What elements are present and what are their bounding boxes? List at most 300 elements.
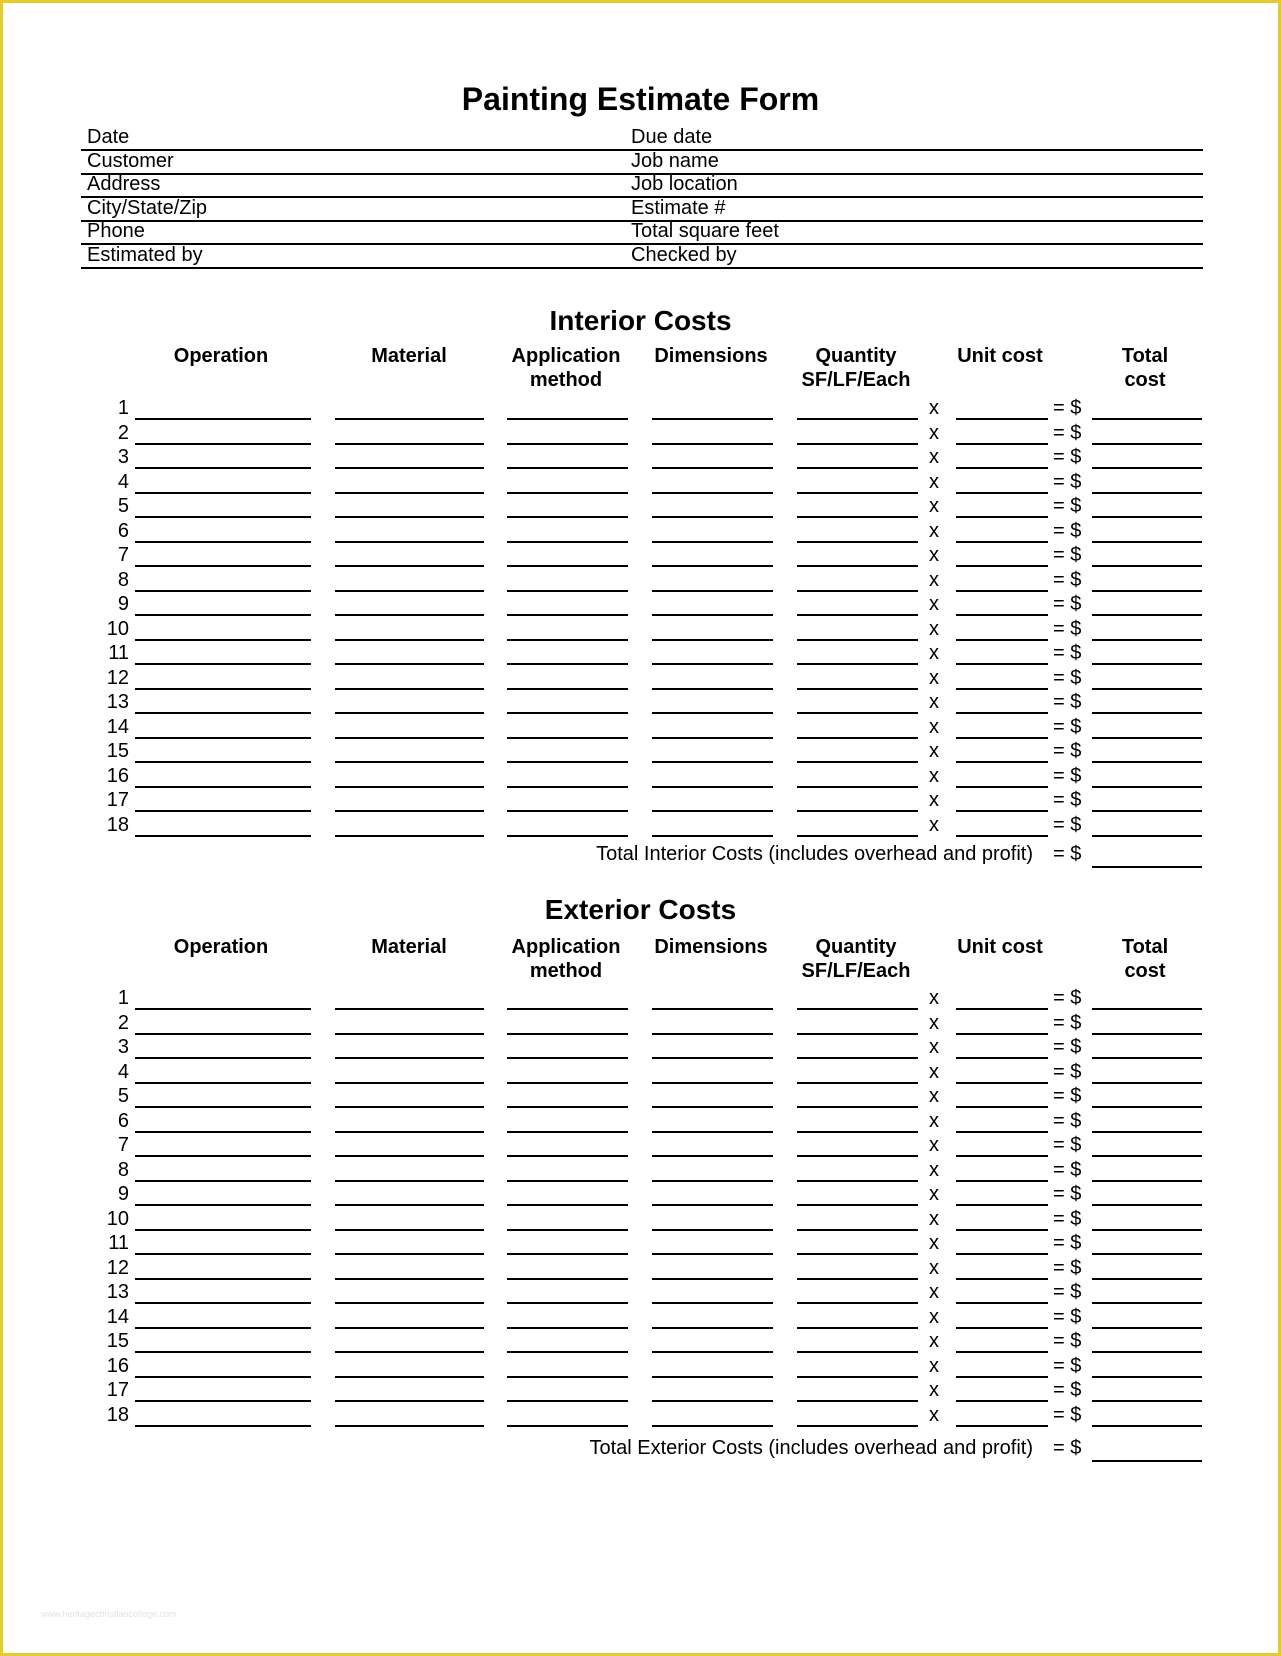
entry-line[interactable]: [1092, 1033, 1202, 1035]
entry-line[interactable]: [797, 1278, 918, 1280]
row-number: 5: [117, 495, 129, 517]
entry-line[interactable]: [335, 1229, 484, 1231]
entry-line[interactable]: [335, 786, 484, 788]
entry-line[interactable]: [652, 1082, 773, 1084]
entry-line[interactable]: [335, 1327, 484, 1329]
entry-line[interactable]: [956, 1425, 1048, 1427]
entry-line[interactable]: [1092, 541, 1202, 543]
entry-line[interactable]: [652, 565, 773, 567]
entry-line[interactable]: [652, 1278, 773, 1280]
entry-line[interactable]: [1092, 1180, 1202, 1182]
entry-line[interactable]: [797, 712, 918, 714]
entry-line[interactable]: [335, 1302, 484, 1304]
entry-line[interactable]: [652, 590, 773, 592]
entry-line[interactable]: [507, 810, 628, 812]
entry-line[interactable]: [652, 1327, 773, 1329]
entry-line[interactable]: [507, 1033, 628, 1035]
entry-line[interactable]: [1092, 663, 1202, 665]
entry-line[interactable]: [507, 663, 628, 665]
entry-line[interactable]: [1092, 1376, 1202, 1378]
entry-line[interactable]: [956, 1302, 1048, 1304]
entry-line[interactable]: [135, 1400, 311, 1402]
entry-line[interactable]: [1092, 810, 1202, 812]
entry-line[interactable]: [652, 1204, 773, 1206]
entry-line[interactable]: [797, 761, 918, 763]
entry-line[interactable]: [335, 541, 484, 543]
entry-line[interactable]: [335, 639, 484, 641]
entry-line[interactable]: [335, 761, 484, 763]
entry-line[interactable]: [1092, 1131, 1202, 1133]
entry-line[interactable]: [507, 1008, 628, 1010]
entry-line[interactable]: [135, 1351, 311, 1353]
entry-line[interactable]: [956, 418, 1048, 420]
entry-line[interactable]: [335, 1008, 484, 1010]
entry-line[interactable]: [1092, 786, 1202, 788]
entry-line[interactable]: [1092, 835, 1202, 837]
entry-line[interactable]: [135, 1082, 311, 1084]
column-header: Material: [371, 345, 447, 367]
entry-line[interactable]: [797, 1229, 918, 1231]
info-row[interactable]: [81, 219, 1203, 245]
entry-line[interactable]: [507, 786, 628, 788]
section-total-label: Total Interior Costs (includes overhead and profit): [596, 843, 1033, 865]
entry-line[interactable]: [797, 1302, 918, 1304]
entry-line[interactable]: [652, 663, 773, 665]
entry-line[interactable]: [956, 1351, 1048, 1353]
entry-line[interactable]: [335, 1082, 484, 1084]
equals-dollar-sign: = $: [1053, 446, 1082, 468]
entry-line[interactable]: [956, 1327, 1048, 1329]
entry-line[interactable]: [507, 639, 628, 641]
equals-dollar-sign: = $: [1053, 1330, 1082, 1352]
entry-line[interactable]: [1092, 1253, 1202, 1255]
entry-line[interactable]: [507, 443, 628, 445]
entry-line[interactable]: [1092, 492, 1202, 494]
entry-line[interactable]: [335, 835, 484, 837]
info-row[interactable]: [81, 172, 1203, 198]
entry-line[interactable]: [956, 1155, 1048, 1157]
info-label-right: Estimate #: [631, 197, 726, 219]
form-title: Painting Estimate Form: [461, 81, 820, 117]
entry-line[interactable]: [135, 810, 311, 812]
entry-line[interactable]: [956, 1180, 1048, 1182]
entry-line[interactable]: [135, 1229, 311, 1231]
entry-line[interactable]: [956, 688, 1048, 690]
entry-line[interactable]: [652, 639, 773, 641]
multiply-sign: x: [929, 1281, 939, 1303]
entry-line[interactable]: [135, 1180, 311, 1182]
entry-line[interactable]: [507, 1376, 628, 1378]
entry-line[interactable]: [507, 1131, 628, 1133]
entry-line[interactable]: [797, 737, 918, 739]
entry-line[interactable]: [956, 786, 1048, 788]
entry-line[interactable]: [956, 761, 1048, 763]
entry-line[interactable]: [956, 590, 1048, 592]
entry-line[interactable]: [135, 663, 311, 665]
entry-line[interactable]: [652, 1106, 773, 1108]
entry-line[interactable]: [507, 712, 628, 714]
entry-line[interactable]: [652, 1008, 773, 1010]
equals-dollar-sign: = $: [1053, 1036, 1082, 1058]
entry-line[interactable]: [507, 1327, 628, 1329]
entry-line[interactable]: [652, 688, 773, 690]
equals-dollar-sign: = $: [1053, 1256, 1082, 1279]
entry-line[interactable]: [797, 1376, 918, 1378]
entry-line[interactable]: [335, 663, 484, 665]
entry-line[interactable]: [797, 1057, 918, 1059]
multiply-sign: x: [929, 987, 939, 1009]
entry-line[interactable]: [652, 761, 773, 763]
entry-line[interactable]: [135, 1131, 311, 1133]
entry-line[interactable]: [507, 1082, 628, 1084]
multiply-sign: x: [929, 1085, 939, 1107]
entry-line[interactable]: [507, 1253, 628, 1255]
entry-line[interactable]: [135, 1327, 311, 1329]
entry-line[interactable]: [335, 1033, 484, 1035]
entry-line[interactable]: [335, 1155, 484, 1157]
entry-line[interactable]: [507, 1400, 628, 1402]
entry-line[interactable]: [507, 761, 628, 763]
entry-line[interactable]: [135, 639, 311, 641]
equals-dollar-sign: = $: [1053, 495, 1082, 517]
entry-line[interactable]: [135, 1008, 311, 1010]
entry-line[interactable]: [335, 1278, 484, 1280]
entry-line[interactable]: [956, 1229, 1048, 1231]
entry-line[interactable]: [507, 614, 628, 616]
entry-line[interactable]: [135, 516, 311, 518]
entry-line[interactable]: [797, 1351, 918, 1353]
entry-line[interactable]: [956, 1082, 1048, 1084]
multiply-sign: x: [929, 1011, 939, 1034]
entry-line[interactable]: [956, 1131, 1048, 1133]
entry-line[interactable]: [335, 1204, 484, 1206]
row-number: 6: [117, 519, 129, 542]
entry-line[interactable]: [652, 443, 773, 445]
entry-line[interactable]: [1092, 1327, 1202, 1329]
entry-line[interactable]: [135, 492, 311, 494]
entry-line[interactable]: [956, 663, 1048, 665]
info-label-right: Total square feet: [631, 220, 779, 242]
equals-dollar-sign: = $: [1053, 1437, 1082, 1459]
multiply-sign: x: [929, 1158, 939, 1181]
entry-line[interactable]: [1092, 1425, 1202, 1427]
equals-dollar-sign: = $: [1053, 544, 1082, 566]
entry-line[interactable]: [335, 565, 484, 567]
entry-line[interactable]: [797, 1106, 918, 1108]
entry-line[interactable]: [507, 492, 628, 494]
info-row[interactable]: [81, 125, 1203, 151]
entry-line[interactable]: [1092, 639, 1202, 641]
equals-dollar-sign: = $: [1053, 764, 1082, 787]
entry-line[interactable]: [135, 786, 311, 788]
entry-line[interactable]: [135, 443, 311, 445]
row-number: 8: [117, 1158, 129, 1181]
entry-line[interactable]: [335, 1376, 484, 1378]
entry-line[interactable]: [797, 1204, 918, 1206]
entry-line[interactable]: [652, 737, 773, 739]
entry-line[interactable]: [797, 786, 918, 788]
equals-dollar-sign: = $: [1053, 642, 1082, 664]
entry-line[interactable]: [1092, 516, 1202, 518]
entry-line[interactable]: [335, 1400, 484, 1402]
entry-line[interactable]: [797, 1253, 918, 1255]
entry-line[interactable]: [1092, 614, 1202, 616]
entry-line[interactable]: [652, 467, 773, 469]
entry-line[interactable]: [135, 1155, 311, 1157]
entry-line[interactable]: [135, 1278, 311, 1280]
entry-line[interactable]: [956, 1057, 1048, 1059]
entry-line[interactable]: [797, 590, 918, 592]
entry-line[interactable]: [652, 1131, 773, 1133]
entry-line[interactable]: [335, 492, 484, 494]
entry-line[interactable]: [652, 541, 773, 543]
entry-line[interactable]: [956, 1400, 1048, 1402]
entry-line[interactable]: [652, 712, 773, 714]
entry-line[interactable]: [1092, 1302, 1202, 1304]
entry-line[interactable]: [135, 467, 311, 469]
entry-line[interactable]: [652, 1155, 773, 1157]
entry-line[interactable]: [507, 1302, 628, 1304]
entry-line[interactable]: [652, 1376, 773, 1378]
entry-line[interactable]: [507, 835, 628, 837]
section-total-label: Total Exterior Costs (includes overhead and profit): [589, 1437, 1033, 1459]
entry-line[interactable]: [335, 418, 484, 420]
entry-line[interactable]: [335, 712, 484, 714]
entry-line[interactable]: [507, 1229, 628, 1231]
equals-dollar-sign: = $: [1053, 617, 1082, 640]
entry-line[interactable]: [956, 516, 1048, 518]
entry-line[interactable]: [956, 712, 1048, 714]
entry-line[interactable]: [652, 492, 773, 494]
entry-line[interactable]: [1092, 1082, 1202, 1084]
entry-line[interactable]: [335, 688, 484, 690]
entry-line[interactable]: [335, 590, 484, 592]
entry-line[interactable]: [956, 810, 1048, 812]
entry-line[interactable]: [335, 1131, 484, 1133]
entry-line[interactable]: [1092, 467, 1202, 469]
entry-line[interactable]: [797, 1033, 918, 1035]
entry-line[interactable]: [797, 614, 918, 616]
entry-line[interactable]: [797, 443, 918, 445]
entry-line[interactable]: [507, 590, 628, 592]
entry-line[interactable]: [797, 688, 918, 690]
entry-line[interactable]: [797, 810, 918, 812]
entry-line[interactable]: [956, 737, 1048, 739]
entry-line[interactable]: [797, 1327, 918, 1329]
entry-line[interactable]: [1092, 1278, 1202, 1280]
watermark-text: www.heritagechristiancollege.com: [41, 1609, 177, 1619]
entry-line[interactable]: [335, 443, 484, 445]
entry-line[interactable]: [135, 614, 311, 616]
entry-line[interactable]: [135, 1057, 311, 1059]
entry-line[interactable]: [652, 810, 773, 812]
entry-line[interactable]: [652, 1302, 773, 1304]
entry-line[interactable]: [1092, 712, 1202, 714]
entry-line[interactable]: [956, 639, 1048, 641]
entry-line[interactable]: [507, 1204, 628, 1206]
entry-line[interactable]: [797, 1400, 918, 1402]
entry-line[interactable]: [652, 516, 773, 518]
entry-line[interactable]: [135, 835, 311, 837]
entry-line[interactable]: [797, 1082, 918, 1084]
entry-line[interactable]: [335, 1425, 484, 1427]
entry-line[interactable]: [956, 1106, 1048, 1108]
row-number: 16: [106, 764, 129, 787]
entry-line[interactable]: [507, 688, 628, 690]
entry-line[interactable]: [652, 1033, 773, 1035]
entry-line[interactable]: [797, 1180, 918, 1182]
entry-line[interactable]: [1092, 1204, 1202, 1206]
entry-line[interactable]: [335, 516, 484, 518]
entry-line[interactable]: [1092, 1106, 1202, 1108]
column-header: Material: [371, 936, 447, 958]
entry-line[interactable]: [135, 565, 311, 567]
multiply-sign: x: [929, 519, 939, 542]
row-number: 14: [106, 1305, 129, 1328]
entry-line[interactable]: [135, 688, 311, 690]
entry-line[interactable]: [797, 492, 918, 494]
entry-line[interactable]: [797, 565, 918, 567]
entry-line[interactable]: [135, 1302, 311, 1304]
entry-line[interactable]: [797, 1425, 918, 1427]
entry-line[interactable]: [956, 541, 1048, 543]
entry-line[interactable]: [135, 590, 311, 592]
entry-line[interactable]: [507, 418, 628, 420]
entry-line[interactable]: [1092, 418, 1202, 420]
entry-line[interactable]: [956, 565, 1048, 567]
entry-line[interactable]: [1092, 737, 1202, 739]
entry-line[interactable]: [956, 492, 1048, 494]
entry-line[interactable]: [135, 1033, 311, 1035]
entry-line[interactable]: [507, 1180, 628, 1182]
entry-line[interactable]: [507, 1351, 628, 1353]
entry-line[interactable]: [652, 418, 773, 420]
row-number: 13: [106, 691, 129, 713]
info-row[interactable]: [81, 243, 1203, 269]
multiply-sign: x: [929, 813, 939, 836]
entry-line[interactable]: [956, 1278, 1048, 1280]
entry-line[interactable]: [1092, 761, 1202, 763]
entry-line[interactable]: [1092, 1400, 1202, 1402]
multiply-sign: x: [929, 617, 939, 640]
entry-line[interactable]: [507, 1106, 628, 1108]
entry-line[interactable]: [956, 835, 1048, 837]
entry-line[interactable]: [652, 1425, 773, 1427]
entry-line[interactable]: [507, 1155, 628, 1157]
entry-line[interactable]: [335, 614, 484, 616]
entry-line[interactable]: [335, 1253, 484, 1255]
entry-line[interactable]: [797, 639, 918, 641]
entry-line[interactable]: [135, 1425, 311, 1427]
row-number: 17: [106, 789, 129, 811]
entry-line[interactable]: [1092, 1008, 1202, 1010]
entry-line[interactable]: [507, 737, 628, 739]
entry-line[interactable]: [1092, 688, 1202, 690]
entry-line[interactable]: [956, 1008, 1048, 1010]
entry-line[interactable]: [135, 1106, 311, 1108]
entry-line[interactable]: [507, 1057, 628, 1059]
entry-line[interactable]: [335, 1351, 484, 1353]
entry-line[interactable]: [797, 835, 918, 837]
entry-line[interactable]: [652, 1180, 773, 1182]
section-total-line[interactable]: [1092, 1460, 1202, 1462]
entry-line[interactable]: [1092, 1351, 1202, 1353]
entry-line[interactable]: [797, 1008, 918, 1010]
entry-line[interactable]: [652, 1229, 773, 1231]
entry-line[interactable]: [797, 467, 918, 469]
column-header: Quantity: [815, 936, 897, 958]
entry-line[interactable]: [652, 786, 773, 788]
entry-line[interactable]: [335, 810, 484, 812]
entry-line[interactable]: [652, 1057, 773, 1059]
entry-line[interactable]: [135, 712, 311, 714]
section-total-line[interactable]: [1092, 866, 1202, 868]
entry-line[interactable]: [335, 1057, 484, 1059]
entry-line[interactable]: [135, 418, 311, 420]
entry-line[interactable]: [652, 1351, 773, 1353]
equals-dollar-sign: = $: [1053, 1183, 1082, 1205]
entry-line[interactable]: [956, 1204, 1048, 1206]
info-label-left: City/State/Zip: [87, 197, 208, 219]
entry-line[interactable]: [507, 516, 628, 518]
equals-dollar-sign: = $: [1053, 1232, 1082, 1254]
entry-line[interactable]: [507, 541, 628, 543]
entry-line[interactable]: [1092, 590, 1202, 592]
entry-line[interactable]: [1092, 1057, 1202, 1059]
entry-line[interactable]: [335, 737, 484, 739]
info-label-right: Job name: [631, 150, 719, 172]
entry-line[interactable]: [956, 1253, 1048, 1255]
info-label-right: Job location: [631, 173, 738, 195]
entry-line[interactable]: [507, 467, 628, 469]
info-label-right: Due date: [631, 126, 713, 148]
entry-line[interactable]: [1092, 1155, 1202, 1157]
entry-line[interactable]: [335, 1180, 484, 1182]
entry-line[interactable]: [956, 614, 1048, 616]
entry-line[interactable]: [797, 516, 918, 518]
entry-line[interactable]: [135, 737, 311, 739]
entry-line[interactable]: [652, 1253, 773, 1255]
entry-line[interactable]: [956, 1033, 1048, 1035]
entry-line[interactable]: [797, 541, 918, 543]
entry-line[interactable]: [1092, 565, 1202, 567]
entry-line[interactable]: [797, 418, 918, 420]
entry-line[interactable]: [956, 443, 1048, 445]
entry-line[interactable]: [135, 1253, 311, 1255]
entry-line[interactable]: [652, 614, 773, 616]
entry-line[interactable]: [507, 1425, 628, 1427]
entry-line[interactable]: [135, 761, 311, 763]
entry-line[interactable]: [797, 1131, 918, 1133]
entry-line[interactable]: [507, 1278, 628, 1280]
entry-line[interactable]: [335, 467, 484, 469]
entry-line[interactable]: [797, 1155, 918, 1157]
entry-line[interactable]: [652, 835, 773, 837]
entry-line[interactable]: [135, 541, 311, 543]
entry-line[interactable]: [797, 663, 918, 665]
entry-line[interactable]: [956, 467, 1048, 469]
entry-line[interactable]: [135, 1204, 311, 1206]
entry-line[interactable]: [1092, 443, 1202, 445]
entry-line[interactable]: [956, 1376, 1048, 1378]
entry-line[interactable]: [1092, 1229, 1202, 1231]
entry-line[interactable]: [507, 565, 628, 567]
column-header: Application: [511, 936, 621, 958]
entry-line[interactable]: [335, 1106, 484, 1108]
entry-line[interactable]: [652, 1400, 773, 1402]
column-header-sub: method: [529, 960, 603, 982]
entry-line[interactable]: [135, 1376, 311, 1378]
